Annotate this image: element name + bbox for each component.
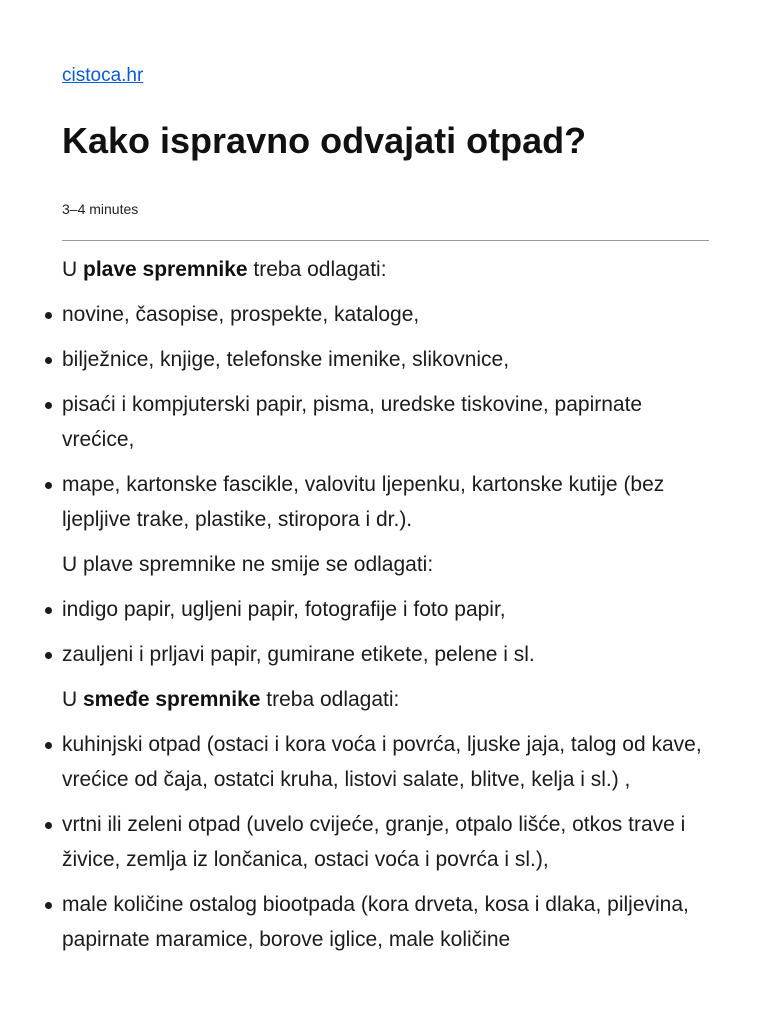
list-brown-bins-allowed (62, 727, 710, 957)
list-item: bilježnice, knjige, telefonske imenike, slikovnice, (62, 342, 710, 377)
list-blue-bins-allowed (62, 297, 710, 537)
source-link[interactable]: cistoca.hr (62, 65, 144, 86)
intro-suffix: treba odlagati: (247, 258, 387, 281)
divider (62, 240, 709, 241)
article-body (62, 252, 710, 967)
list-item: mape, kartonske fascikle, valovitu ljepenku, kartonske kutije (bez ljepljive trake, plastike, stiropora i dr.). (62, 467, 710, 537)
intro-bold: smeđe spremnike (83, 688, 261, 711)
list-item: novine, časopise, prospekte, kataloge, (62, 297, 710, 332)
section-intro-blue-bins (62, 252, 710, 287)
list-item: zauljeni i prljavi papir, gumirane etikete, pelene i sl. (62, 637, 710, 672)
list-item: kuhinjski otpad (ostaci i kora voća i povrća, ljuske jaja, talog od kave, vrećice od čaja, ostatci kruha, listovi salate, blitve, kelja i sl.) , (62, 727, 710, 797)
page-title: Kako ispravno odvajati otpad? (62, 120, 587, 161)
list-item: vrtni ili zeleni otpad (uvelo cvijeće, granje, otpalo lišće, otkos trave i živice, zemlja iz lončanica, ostaci voća i povrća i sl.), (62, 807, 710, 877)
list-item: pisaći i kompjuterski papir, pisma, uredske tiskovine, papirnate vrećice, (62, 387, 710, 457)
intro-prefix: U (62, 688, 83, 711)
intro-prefix: U (62, 258, 83, 281)
list-item: male količine ostalog biootpada (kora drveta, kosa i dlaka, piljevina, papirnate maramice, borove iglice, male količine (62, 887, 710, 957)
reading-time: 3–4 minutes (62, 201, 139, 217)
section-intro-blue-bins-forbidden: U plave spremnike ne smije se odlagati: (62, 553, 434, 576)
intro-bold: plave spremnike (83, 258, 248, 281)
list-blue-bins-forbidden (62, 592, 710, 672)
section-intro-brown-bins (62, 682, 710, 717)
intro-suffix: treba odlagati: (260, 688, 400, 711)
list-item: indigo papir, ugljeni papir, fotografije i foto papir, (62, 592, 710, 627)
